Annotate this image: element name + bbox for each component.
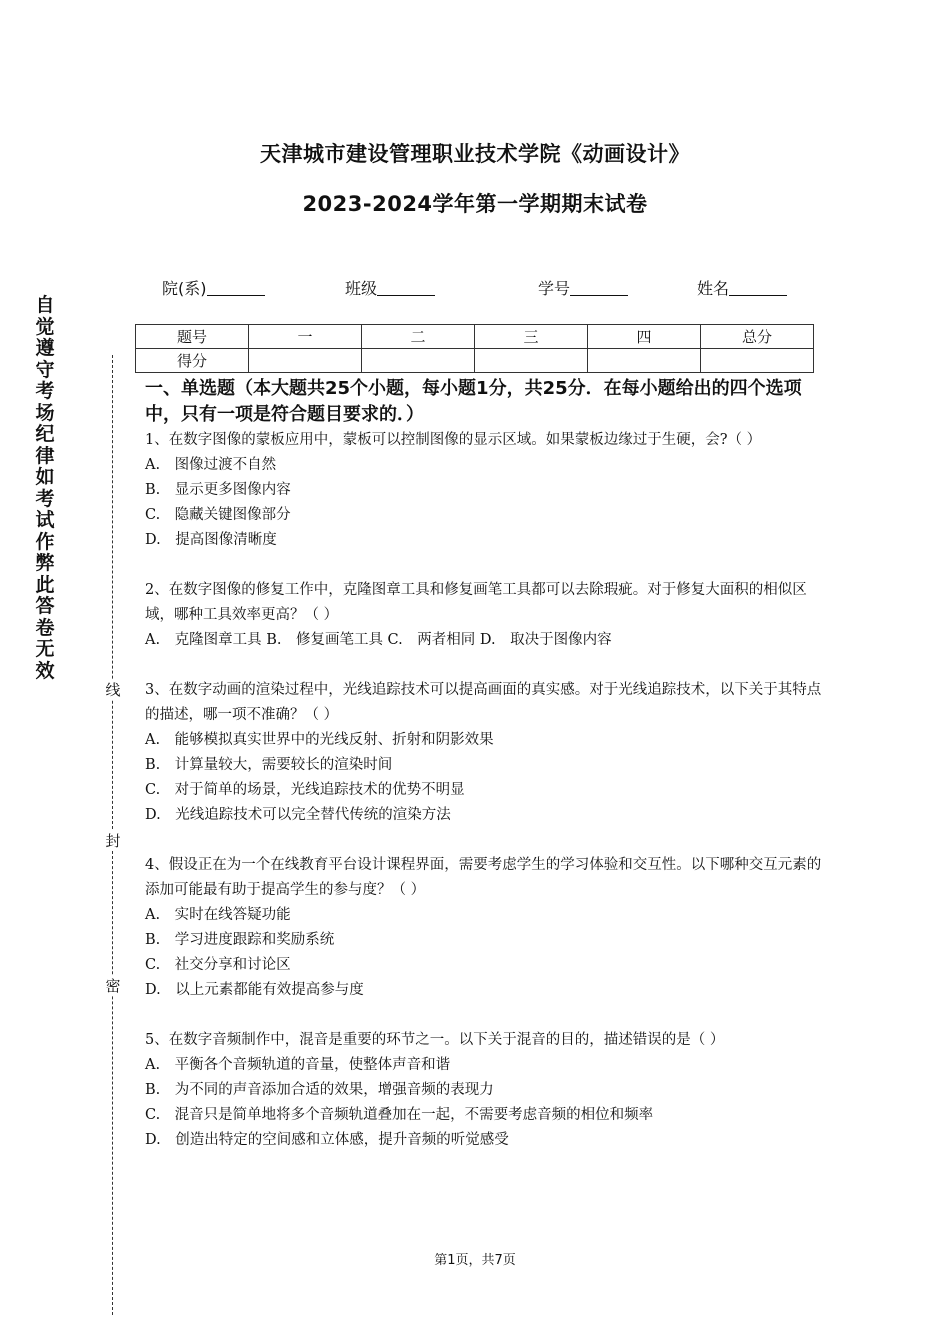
info-label: 学号 bbox=[538, 279, 571, 298]
binding-mark-secret: 密 bbox=[105, 977, 121, 995]
info-label: 姓名 bbox=[697, 279, 730, 298]
exam-title: 天津城市建设管理职业技术学院《动画设计》 bbox=[260, 142, 690, 166]
score-header-cell: 题号 bbox=[136, 325, 249, 349]
question-stem: 2、在数字图像的修复工作中，克隆图章工具和修复画笔工具都可以去除瑕疵。对于修复大面积的相似区域，哪种工具效率更高？（ ） bbox=[145, 582, 807, 623]
exam-discipline-notice: 自觉遵守考场纪律如考试作弊此答卷无效 bbox=[35, 294, 55, 682]
option-d: D. 以上元素都能有效提高参与度 bbox=[145, 982, 364, 998]
info-blank bbox=[570, 279, 628, 296]
option-b: B. 计算量较大，需要较长的渲染时间 bbox=[145, 757, 393, 773]
score-row-label: 得分 bbox=[136, 349, 249, 373]
score-table-score-row bbox=[136, 349, 814, 373]
score-cell bbox=[362, 349, 475, 373]
score-cell bbox=[475, 349, 588, 373]
option-a: A. 平衡各个音频轨道的音量，使整体声音和谐 bbox=[145, 1057, 451, 1073]
score-table bbox=[135, 324, 814, 373]
question-3 bbox=[145, 678, 825, 828]
info-field-class bbox=[345, 276, 435, 299]
option-c: C. 社交分享和讨论区 bbox=[145, 957, 291, 973]
score-cell bbox=[701, 349, 814, 373]
section-heading: 一、单选题（本大题共25个小题，每小题1分，共25分．在每小题给出的四个选项中，只有一项是符合题目要求的．） bbox=[145, 378, 802, 425]
info-field-name bbox=[697, 276, 787, 299]
question-stem: 5、在数字音频制作中，混音是重要的环节之一。以下关于混音的目的，描述错误的是（ ） bbox=[145, 1032, 725, 1048]
info-blank bbox=[207, 279, 265, 296]
options-inline: A. 克隆图章工具 B. 修复画笔工具 C. 两者相同 D. 取决于图像内容 bbox=[145, 632, 612, 648]
option-b: B. 为不同的声音添加合适的效果，增强音频的表现力 bbox=[145, 1082, 494, 1098]
info-label: 班级 bbox=[345, 279, 378, 298]
question-stem: 3、在数字动画的渲染过程中，光线追踪技术可以提高画面的真实感。对于光线追踪技术，以下关于其特点的描述，哪一项不准确？（ ） bbox=[145, 682, 822, 723]
option-c: C. 混音只是简单地将多个音频轨道叠加在一起，不需要考虑音频的相位和频率 bbox=[145, 1107, 654, 1123]
option-d: D. 创造出特定的空间感和立体感，提升音频的听觉感受 bbox=[145, 1132, 509, 1148]
question-2 bbox=[145, 578, 825, 653]
score-header-cell: 一 bbox=[249, 325, 362, 349]
question-stem: 1、在数字图像的蒙板应用中，蒙板可以控制图像的显示区域。如果蒙板边缘过于生硬，会?（ ） bbox=[145, 432, 762, 448]
question-1 bbox=[145, 428, 825, 553]
binding-mark-seal: 封 bbox=[105, 832, 121, 850]
option-c: C. 隐藏关键图像部分 bbox=[145, 507, 291, 523]
option-a: A. 能够模拟真实世界中的光线反射、折射和阴影效果 bbox=[145, 732, 494, 748]
binding-mark-line: 线 bbox=[105, 681, 121, 699]
info-label: 院(系) bbox=[162, 279, 207, 298]
exam-content bbox=[145, 376, 825, 1153]
info-field-student-id bbox=[538, 276, 628, 299]
option-c: C. 对于简单的场景，光线追踪技术的优势不明显 bbox=[145, 782, 465, 798]
question-stem: 4、假设正在为一个在线教育平台设计课程界面，需要考虑学生的学习体验和交互性。以下哪种交互元素的添加可能最有助于提高学生的参与度？（ ） bbox=[145, 857, 822, 898]
score-header-cell: 三 bbox=[475, 325, 588, 349]
score-header-cell: 总分 bbox=[701, 325, 814, 349]
question-4 bbox=[145, 853, 825, 1003]
score-header-cell: 二 bbox=[362, 325, 475, 349]
info-blank bbox=[729, 279, 787, 296]
info-field-department bbox=[162, 276, 265, 299]
score-header-cell: 四 bbox=[588, 325, 701, 349]
exam-subtitle: 2023-2024学年第一学期期末试卷 bbox=[302, 192, 648, 216]
option-a: A. 图像过渡不自然 bbox=[145, 457, 277, 473]
option-b: B. 显示更多图像内容 bbox=[145, 482, 291, 498]
score-cell bbox=[588, 349, 701, 373]
score-table-header-row bbox=[136, 325, 814, 349]
option-a: A. 实时在线答疑功能 bbox=[145, 907, 291, 923]
option-d: D. 提高图像清晰度 bbox=[145, 532, 277, 548]
question-5 bbox=[145, 1028, 825, 1153]
score-cell bbox=[249, 349, 362, 373]
option-b: B. 学习进度跟踪和奖励系统 bbox=[145, 932, 335, 948]
option-d: D. 光线追踪技术可以完全替代传统的渲染方法 bbox=[145, 807, 451, 823]
info-blank bbox=[377, 279, 435, 296]
page-number: 第1页，共7页 bbox=[434, 1253, 516, 1268]
